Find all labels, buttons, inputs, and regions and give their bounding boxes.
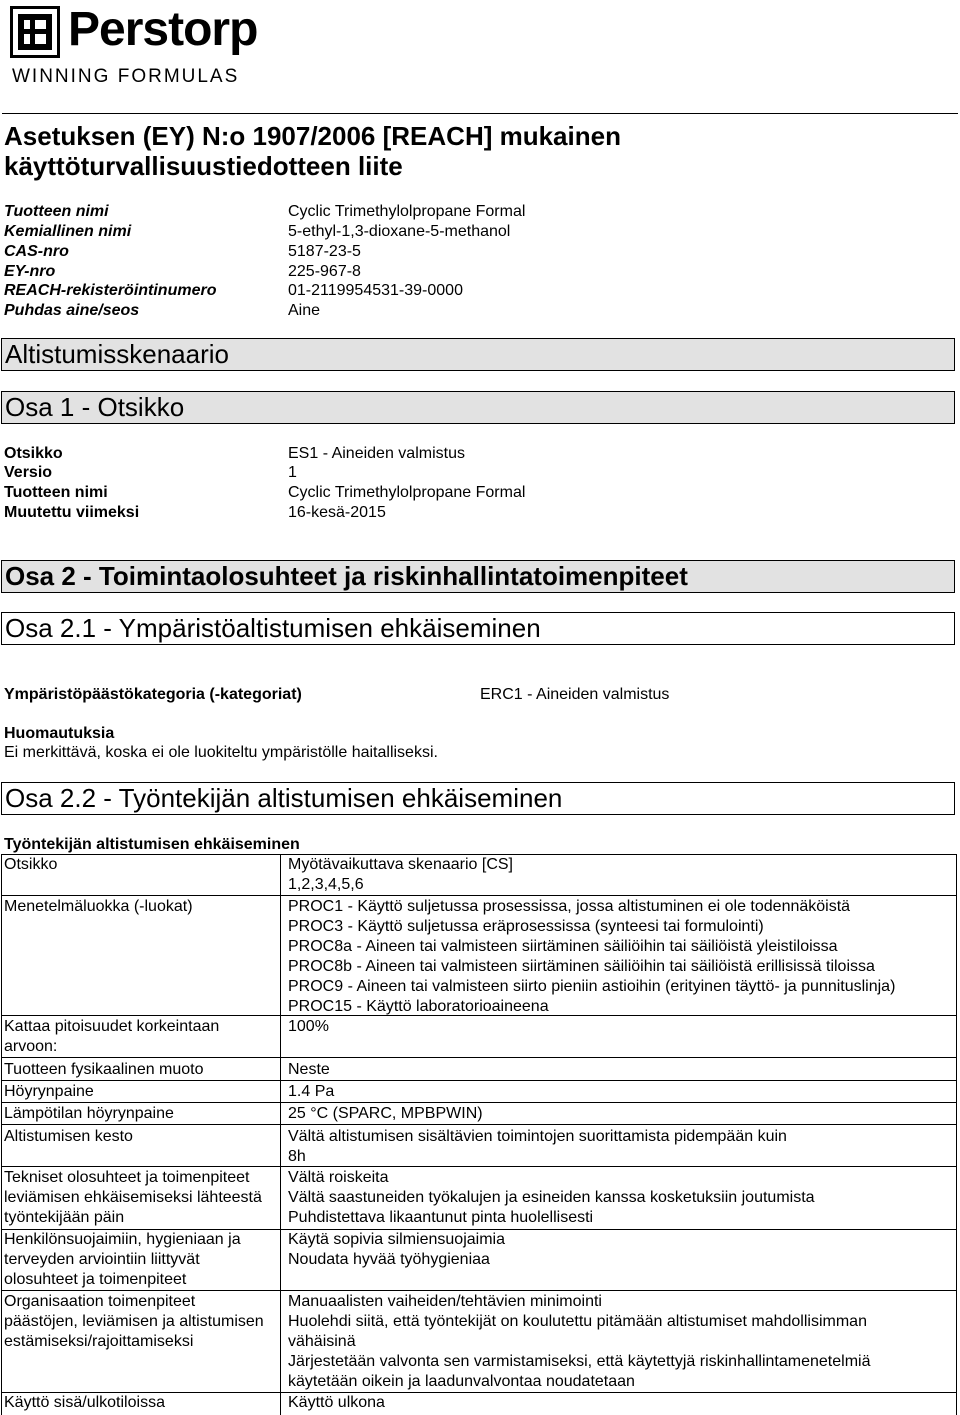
document-title-line1: Asetuksen (EY) N:o 1907/2006 [REACH] mukainen [4, 121, 621, 151]
table-row-label: Höyrynpaine [4, 1083, 94, 1100]
version-label: Versio [4, 464, 53, 481]
table-row-label: Menetelmäluokka (-luokat) [4, 898, 193, 915]
row-separator [1, 1102, 956, 1103]
ec-value: 225-967-8 [288, 263, 361, 280]
table-left-border [1, 854, 2, 1415]
substance-label: Puhdas aine/seos [4, 302, 140, 319]
row-separator [1, 1080, 956, 1081]
section-exposure-title: Altistumisskenaario [5, 339, 229, 369]
table-row-value: 100% [288, 1018, 329, 1035]
version-value: 1 [288, 464, 297, 481]
substance-value: Aine [288, 302, 321, 319]
part1-product-label: Tuotteen nimi [4, 484, 108, 501]
revised-label: Muutettu viimeksi [4, 504, 140, 521]
table-row-value: Vältä altistumisen sisältävien toimintojen suorittamista pidempään kuin 8h [288, 1128, 787, 1165]
table-row-value: Käyttö ulkona [288, 1394, 385, 1411]
section-exposure-scenario [1, 338, 955, 371]
table-row-value: Manuaalisten vaiheiden/tehtävien minimointi Huolehdi siitä, että työntekijät on koulutettu pitämään altistumiset mahdollisimman vähäisinä Järjestetään valvonta sen varmistamiseksi, että käytettyjä riskinhallintamenetelmiä käytetään oikein ja laadunvalvontaa noudatetaan [288, 1293, 871, 1390]
table-row-value: Neste [288, 1061, 330, 1078]
section-part22 [1, 782, 955, 815]
table-row-value: PROC1 - Käyttö suljetussa prosessissa, jossa altistuminen ei ole todennäköistä PROC3 - Käyttö suljetussa eräprosessissa (synteesi tai formulointi) PROC8a - Aineen tai valmisteen siirtäminen säiliöihin tai säiliöistä yleistiloissa PROC8b - Aineen tai valmisteen siirtäminen säiliöihin tai säiliöistä erillisissä tiloissa PROC9 - Aineen tai valmisteen siirto pieniin astioihin (erityinen täyttö- ja punnituslinja) PROC15 - Käyttö laboratorioaineena [288, 898, 896, 1015]
env-category-value: ERC1 - Aineiden valmistus [480, 686, 670, 703]
row-separator [1, 895, 956, 896]
table-row-label: Kattaa pitoisuudet korkeintaan arvoon: [4, 1018, 220, 1055]
remarks-label: Huomautuksia [4, 725, 115, 742]
product-name-value: Cyclic Trimethylolpropane Formal [288, 203, 526, 220]
section-part1-title: Osa 1 - Otsikko [5, 392, 185, 422]
env-category-label: Ympäristöpäästökategoria (-kategoriat) [4, 686, 302, 703]
table-row-value: Vältä roiskeita Vältä saastuneiden työkalujen ja esineiden kanssa kosketuksiin joutumista Puhdistettava likaantunut pinta huolellisesti [288, 1169, 815, 1226]
section-part21 [1, 612, 955, 645]
brand-name: Perstorp [68, 3, 258, 56]
reach-label: REACH-rekisteröintinumero [4, 282, 217, 299]
revised-value: 16-kesä-2015 [288, 504, 386, 521]
ec-label: EY-nro [4, 263, 56, 280]
table-row-label: Lämpötilan höyrynpaine [4, 1105, 174, 1122]
table-row-value: 1.4 Pa [288, 1083, 335, 1100]
table-row-label: Tekniset olosuhteet ja toimenpiteet leviämisen ehkäisemiseksi lähteestä työntekijään päin [4, 1169, 262, 1226]
table-row-label: Henkilönsuojaimiin, hygieniaan ja terveyden arviointiin liittyvät olosuhteet ja toimenpiteet [4, 1231, 241, 1288]
cas-value: 5187-23-5 [288, 243, 361, 260]
table-column-divider [280, 854, 281, 1415]
section-part2 [1, 560, 955, 593]
section-part1 [1, 391, 955, 424]
chemical-name-label: Kemiallinen nimi [4, 223, 132, 240]
section-part2-title: Osa 2 - Toimintaolosuhteet ja riskinhallintatoimenpiteet [5, 561, 688, 591]
cas-label: CAS-nro [4, 243, 69, 260]
table-row-label: Organisaation toimenpiteet päästöjen, leviämisen ja altistumisen estämiseksi/rajoittamiseksi [4, 1293, 264, 1350]
brand-tagline: WINNING FORMULAS [12, 66, 240, 87]
table-row-value: Käytä sopivia silmiensuojaimia Noudata hyvää työhygieniaa [288, 1231, 505, 1268]
perstorp-mark-icon [10, 6, 60, 58]
table-row-value: 25 °C (SPARC, MPBPWIN) [288, 1105, 483, 1122]
table-row-label: Altistumisen kesto [4, 1128, 133, 1145]
chemical-name-value: 5-ethyl-1,3-dioxane-5-methanol [288, 223, 511, 240]
table-row-label: Otsikko [4, 856, 58, 873]
row-separator [1, 1290, 956, 1291]
table-row-label: Käyttö sisä/ulkotiloissa [4, 1394, 165, 1411]
part1-title-value: ES1 - Aineiden valmistus [288, 445, 465, 462]
table-row-label: Tuotteen fysikaalinen muoto [4, 1061, 204, 1078]
header-divider [2, 113, 958, 114]
reach-value: 01-2119954531-39-0000 [288, 282, 463, 299]
section-part22-title: Osa 2.2 - Työntekijän altistumisen ehkäiseminen [5, 783, 563, 813]
table-right-border [956, 854, 957, 1415]
document-title [4, 121, 621, 181]
section-part21-title: Osa 2.1 - Ympäristöaltistumisen ehkäiseminen [5, 613, 541, 643]
remarks-text: Ei merkittävä, koska ei ole luokiteltu ympäristölle haitalliseksi. [4, 744, 438, 761]
document-title-line2: käyttöturvallisuustiedotteen liite [4, 151, 403, 181]
part1-title-label: Otsikko [4, 445, 63, 462]
row-separator [1, 1057, 956, 1058]
table-row-value: Myötävaikuttava skenaario [CS] 1,2,3,4,5,6 [288, 856, 513, 893]
row-separator [1, 1124, 956, 1125]
perstorp-logo [8, 2, 258, 92]
worker-heading: Työntekijän altistumisen ehkäiseminen [4, 836, 300, 853]
part1-product-value: Cyclic Trimethylolpropane Formal [288, 484, 526, 501]
product-name-label: Tuotteen nimi [4, 203, 109, 220]
